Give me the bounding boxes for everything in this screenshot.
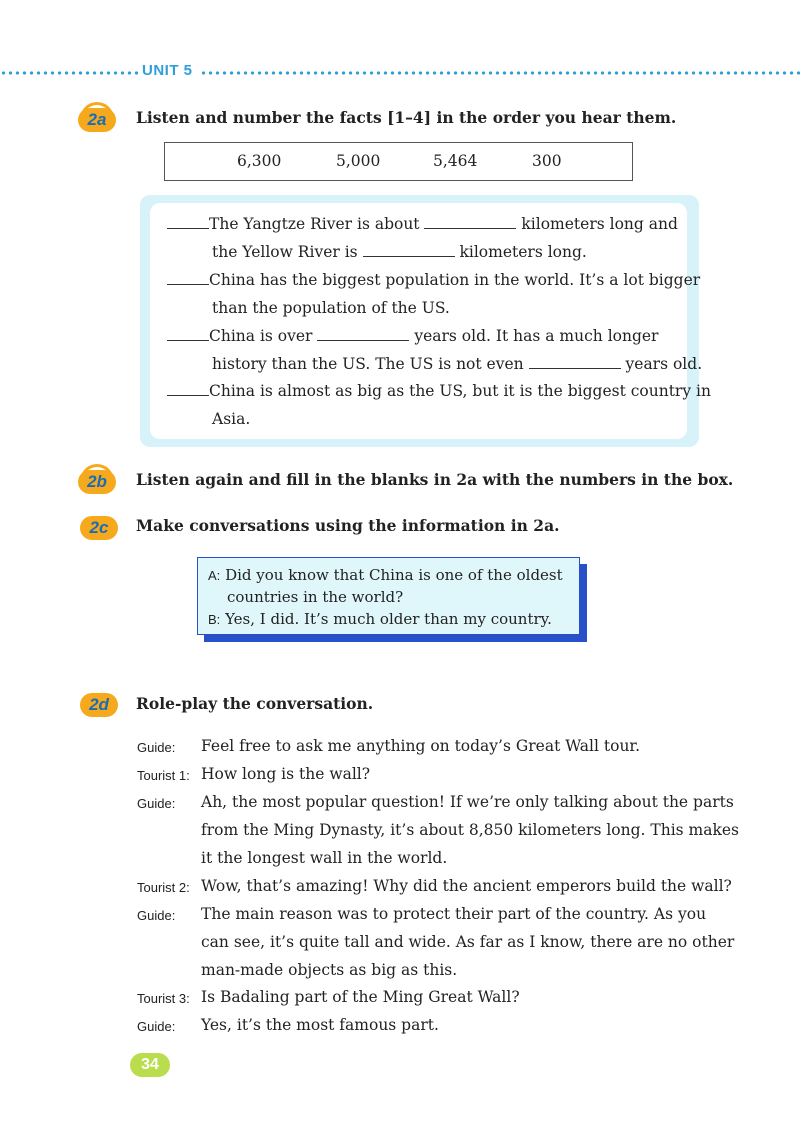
fact-2: China has the biggest population in the world. It’s a lot bigger bbox=[167, 270, 700, 290]
conv-line-a1: A: Did you know that China is one of the oldest bbox=[208, 566, 563, 584]
dialogue-speaker: Guide: bbox=[137, 740, 176, 755]
instruction-2d: Role-play the conversation. bbox=[136, 694, 374, 713]
dialogue-speaker: Tourist 3: bbox=[137, 991, 190, 1006]
number-item: 5,464 bbox=[433, 152, 478, 170]
dialogue-line: Is Badaling part of the Ming Great Wall? bbox=[201, 988, 520, 1006]
unit-label: UNIT 5 bbox=[142, 62, 193, 79]
dialogue-line: it the longest wall in the world. bbox=[201, 849, 448, 867]
fact-4: China is almost as big as the US, but it is the biggest country in bbox=[167, 381, 711, 401]
dialogue-line: The main reason was to protect their part of the country. As you bbox=[201, 905, 707, 923]
order-blank[interactable] bbox=[167, 215, 209, 229]
section-badge-2c: 2c bbox=[80, 516, 118, 540]
dialogue-speaker: Guide: bbox=[137, 1019, 176, 1034]
fact-3: China is over years old. It has a much longer bbox=[167, 326, 658, 346]
dialogue-line: Feel free to ask me anything on today’s Great Wall tour. bbox=[201, 737, 641, 755]
fact-4-cont: Asia. bbox=[212, 410, 251, 428]
dialogue-speaker: Guide: bbox=[137, 908, 176, 923]
fill-blank[interactable] bbox=[317, 327, 409, 341]
header-dots-right bbox=[200, 71, 800, 75]
section-badge-2d: 2d bbox=[80, 693, 118, 717]
fill-blank[interactable] bbox=[529, 355, 621, 369]
number-item: 6,300 bbox=[237, 152, 282, 170]
fact-2-cont: than the population of the US. bbox=[212, 299, 450, 317]
dialogue-line: Yes, it’s the most famous part. bbox=[201, 1016, 439, 1034]
number-box bbox=[164, 142, 633, 181]
fill-blank[interactable] bbox=[424, 215, 516, 229]
conv-line-a2: countries in the world? bbox=[227, 588, 404, 606]
dialogue-line: How long is the wall? bbox=[201, 765, 371, 783]
dialogue-line: man-made objects as big as this. bbox=[201, 961, 458, 979]
dialogue-line: can see, it’s quite tall and wide. As far as I know, there are no other bbox=[201, 933, 735, 951]
unit-header bbox=[0, 62, 800, 82]
page-number: 34 bbox=[130, 1053, 170, 1077]
dialogue-speaker: Tourist 2: bbox=[137, 880, 190, 895]
order-blank[interactable] bbox=[167, 327, 209, 341]
header-dots-left bbox=[0, 71, 138, 75]
number-item: 300 bbox=[532, 152, 562, 170]
instruction-2b: Listen again and fill in the blanks in 2a with the numbers in the box. bbox=[136, 470, 734, 489]
dialogue-line: Wow, that’s amazing! Why did the ancient emperors build the wall? bbox=[201, 877, 732, 895]
dialogue-speaker: Tourist 1: bbox=[137, 768, 190, 783]
order-blank[interactable] bbox=[167, 382, 209, 396]
facts-panel-inner bbox=[150, 203, 687, 439]
fill-blank[interactable] bbox=[363, 243, 455, 257]
fact-3-cont: history than the US. The US is not even years old. bbox=[212, 355, 703, 373]
instruction-2c: Make conversations using the information in 2a. bbox=[136, 516, 560, 535]
instruction-2a: Listen and number the facts [1–4] in the order you hear them. bbox=[136, 108, 677, 127]
dialogue-speaker: Guide: bbox=[137, 796, 176, 811]
fact-1: The Yangtze River is about kilometers long and bbox=[167, 214, 678, 234]
dialogue-line: from the Ming Dynasty, it’s about 8,850 kilometers long. This makes bbox=[201, 821, 740, 839]
fact-1-cont: the Yellow River is kilometers long. bbox=[212, 243, 587, 261]
section-badge-2b: 2b bbox=[78, 470, 116, 494]
dialogue-line: Ah, the most popular question! If we’re only talking about the parts bbox=[201, 793, 734, 811]
conv-line-b: B: Yes, I did. It’s much older than my country. bbox=[208, 610, 552, 628]
number-item: 5,000 bbox=[336, 152, 381, 170]
section-badge-2a: 2a bbox=[78, 108, 116, 132]
order-blank[interactable] bbox=[167, 271, 209, 285]
